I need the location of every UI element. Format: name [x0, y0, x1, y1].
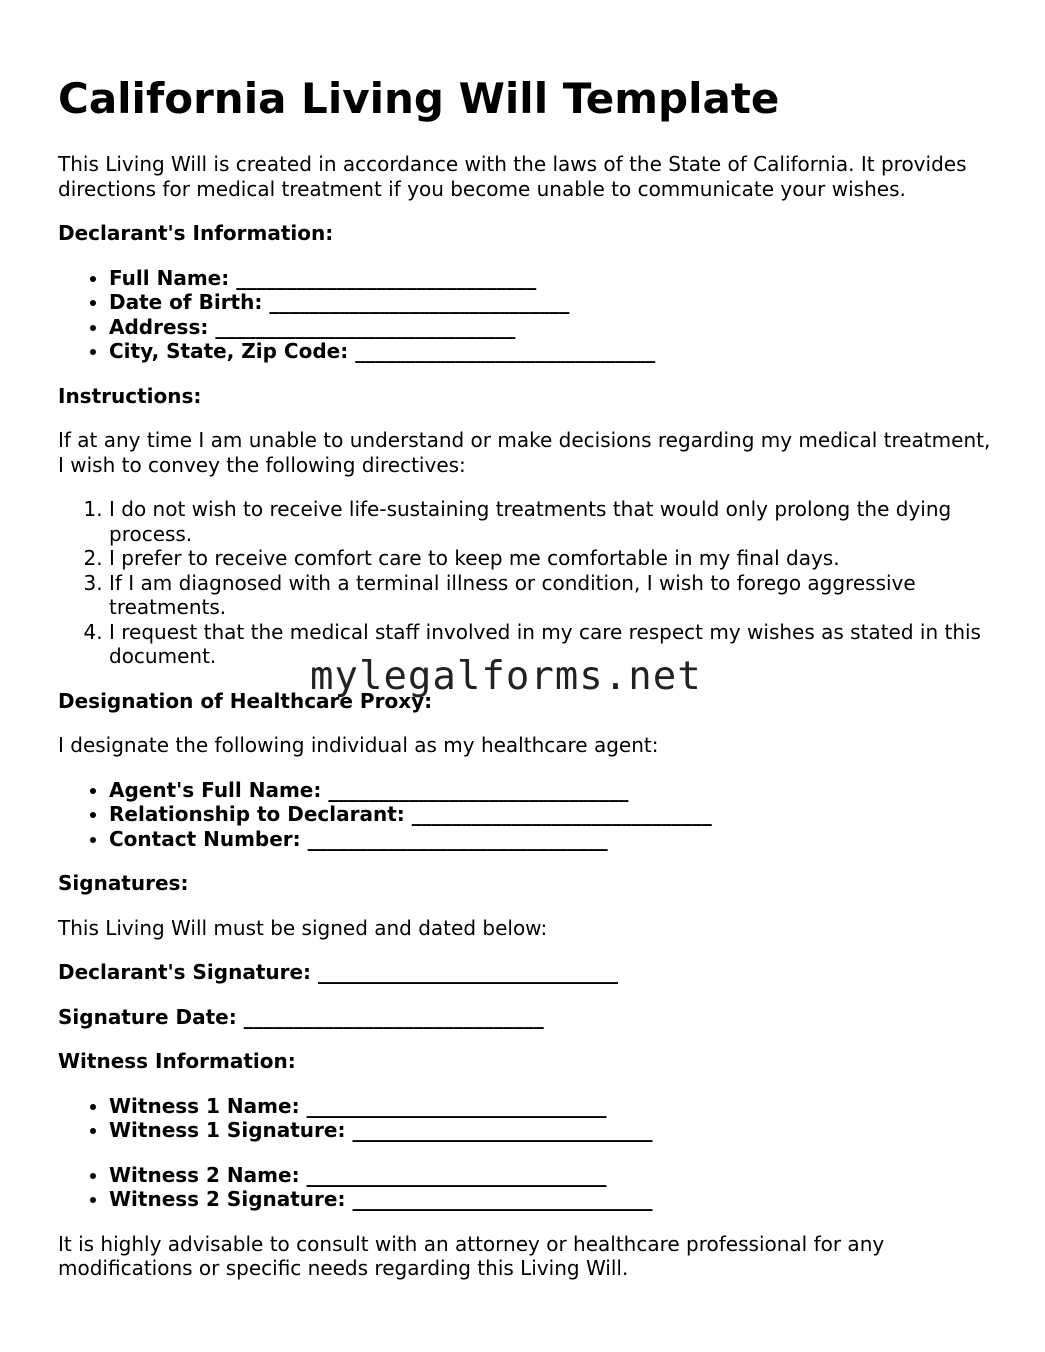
blank-line: ______________________________ — [215, 314, 516, 339]
closing-paragraph: It is highly advisable to consult with an attorney or healthcare professional for any modifications or specific needs regarding this Living Will. — [58, 1231, 885, 1280]
blank-line: ______________________________ — [352, 1118, 653, 1142]
blank-line: ______________________________ — [411, 802, 712, 826]
declarant-heading: Declarant's Information: — [58, 221, 334, 245]
signatures-heading: Signatures: — [58, 871, 189, 895]
directive-item: 1. I do not wish to receive life-sustaining treatments that would only prolong the dying process. — [109, 497, 998, 546]
instructions-lead: If at any time I am unable to understand or make decisions regarding my medical treatment, I wish to convey the following directives: — [58, 428, 991, 477]
declarant-fields — [58, 266, 998, 364]
field-witness-2-name[interactable]: • Witness 2 Name: ______________________________ — [109, 1163, 998, 1188]
blank-line: ______________________________ — [269, 290, 570, 314]
field-signature-date[interactable]: Signature Date: ______________________________ — [58, 1004, 544, 1029]
blank-line: ______________________________ — [352, 1187, 653, 1211]
watermark: mylegalforms.net — [310, 654, 702, 699]
page-title: California Living Will Template — [58, 74, 780, 123]
field-agent-name[interactable]: • Agent's Full Name: ______________________________ — [109, 778, 998, 803]
witness-2-fields — [58, 1163, 998, 1212]
proxy-lead: I designate the following individual as my healthcare agent: — [58, 733, 659, 757]
intro-paragraph: This Living Will is created in accordance with the laws of the State of California. It provides directions for medical treatment if you become unable to communicate your wishes. — [58, 152, 967, 201]
field-declarant-signature[interactable]: Declarant's Signature: ______________________________ — [58, 960, 619, 984]
proxy-fields — [58, 778, 998, 852]
field-witness-2-signature[interactable]: • Witness 2 Signature: ______________________________ — [109, 1187, 998, 1212]
blank-line: ______________________________ — [328, 777, 629, 802]
field-contact-number[interactable]: • Contact Number: ______________________________ — [109, 827, 998, 852]
blank-line: ______________________________ — [307, 826, 608, 851]
field-witness-1-name[interactable]: • Witness 1 Name: ______________________________ — [109, 1094, 998, 1119]
field-witness-1-signature[interactable]: • Witness 1 Signature: ______________________________ — [109, 1118, 998, 1143]
blank-line: ______________________________ — [306, 1162, 607, 1187]
blank-line: ______________________________ — [306, 1093, 607, 1118]
field-city-state-zip[interactable]: • City, State, Zip Code: ______________________________ — [109, 339, 998, 364]
field-relationship[interactable]: • Relationship to Declarant: ______________________________ — [109, 802, 998, 827]
field-full-name[interactable]: • Full Name: ______________________________ — [109, 266, 998, 291]
blank-line: ______________________________ — [236, 265, 537, 290]
witness-1-fields — [58, 1094, 998, 1143]
blank-line: ______________________________ — [355, 339, 656, 363]
field-address[interactable]: • Address: ______________________________ — [109, 315, 998, 340]
instructions-heading: Instructions: — [58, 383, 202, 408]
witness-heading: Witness Information: — [58, 1049, 296, 1073]
proxy-heading: Designation of Healthcare Proxy: — [58, 688, 433, 713]
directive-item: 4. I request that the medical staff involved in my care respect my wishes as stated in this document. — [109, 620, 998, 669]
field-date-of-birth[interactable]: • Date of Birth: ______________________________ — [109, 290, 998, 315]
directive-item: 2. I prefer to receive comfort care to keep me comfortable in my final days. — [109, 546, 998, 571]
directives-list — [58, 497, 998, 669]
blank-line: ______________________________ — [243, 1004, 544, 1029]
directive-item: 3. If I am diagnosed with a terminal illness or condition, I wish to forego aggressive treatments. — [109, 571, 998, 620]
signatures-lead: This Living Will must be signed and dated below: — [58, 915, 548, 940]
blank-line: ______________________________ — [318, 960, 619, 984]
